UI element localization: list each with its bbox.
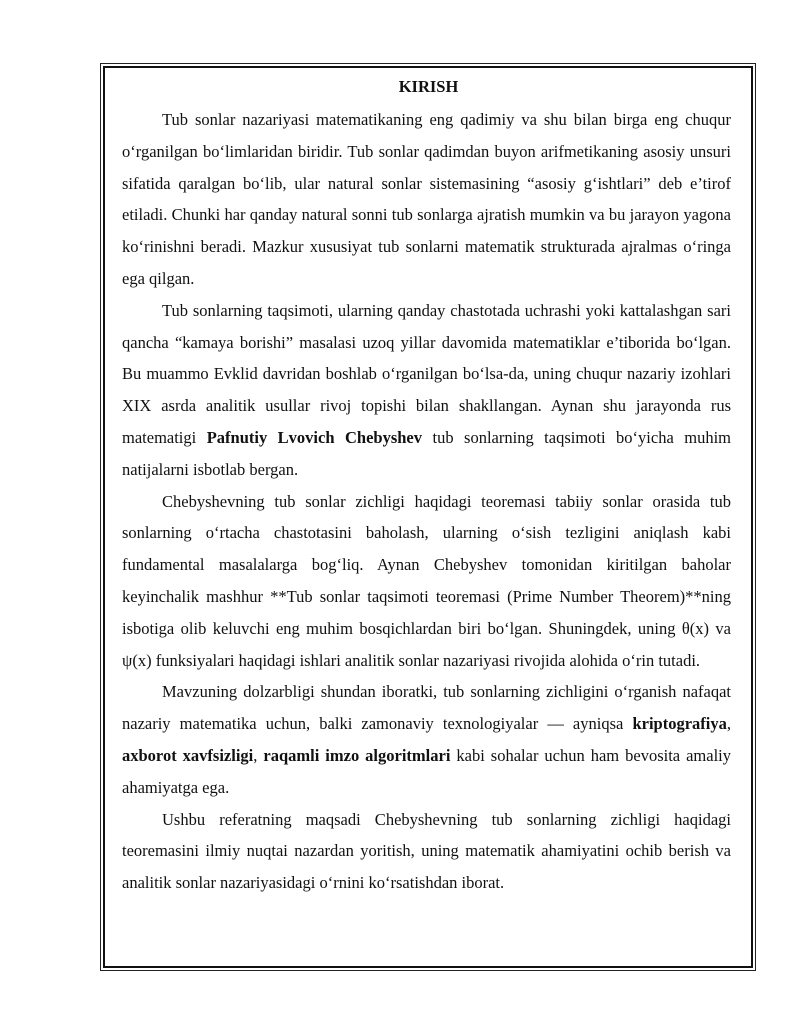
chebyshev-name-bold: Pafnutiy Lvovich Chebyshev: [206, 427, 423, 447]
paragraph-3: Chebyshevning tub sonlar zichligi haqidagi teoremasi tabiiy sonlar orasida tub sonlarning o‘rtacha chastotasini baholash, ularning o‘sish tezligini aniqlash kabi fundamental masalalarga bog‘liq. Aynan Chebyshev tomonidan kiritilgan baholar keyinchalik mashhur **Tub sonlar taqsimoti teoremasi (Prime Number Theorem)**ning isbotiga olib keluvchi eng muhim bosqichlardan biri bo‘lgan. Shuningdek, uning θ(x) va ψ(x) funksiyalari haqidagi ishlari analitik sonlar nazariyasi rivojida alohida o‘rin tutadi.: [122, 491, 731, 670]
keyword-information-security: axborot xavfsizligi: [122, 745, 254, 765]
paragraph-2-text-start: Tub sonlarning taqsimoti, ularning qanday chastotada uchrashi yoki kattalashgan sari qancha “kamaya borishi” masalasi uzoq yillar davomida matematiklar e’tiborida bo‘lgan. Bu muammo Evklid davridan boshlab o‘rganilgan bo‘lsa-da, uning chuqur nazariy izohlari XIX asrda analitik usullar rivoj topishi bilan shakllangan. Aynan shu jarayonda rus matematigi: [122, 300, 731, 447]
paragraph-2: [122, 295, 731, 486]
paragraph-4: [122, 676, 731, 803]
page-border: [100, 63, 756, 971]
paragraph-2-text-end: tub sonlarning taqsimoti bo‘yicha muhim natijalarni isbotlab bergan.: [122, 427, 732, 479]
paragraph-5: Ushbu referatning maqsadi Chebyshevning tub sonlarning zichligi haqidagi teoremasini ilmiy nuqtai nazardan yoritish, uning matematik ahamiyatini ochib berish va analitik sonlar nazariyasidagi o‘rnini ko‘rsatishdan iborat.: [122, 809, 731, 893]
document-body: [122, 75, 731, 899]
paragraph-4-text-end: kabi sohalar uchun ham bevosita amaliy ahamiyatga ega.: [122, 745, 731, 797]
separator-2: ,: [253, 745, 264, 765]
paragraph-4-text-start: Mavzuning dolzarbligi shundan iboratki, tub sonlarning zichligini o‘rganish nafaqat nazariy matematika uchun, balki zamonaviy texnologiyalar — ayniqsa: [122, 682, 731, 734]
keyword-cryptography: kriptografiya: [632, 714, 727, 734]
separator-1: ,: [726, 714, 731, 734]
page-border-inner: [103, 66, 753, 968]
paragraph-1: Tub sonlar nazariyasi matematikaning eng qadimiy va shu bilan birga eng chuqur o‘rganilgan bo‘limlaridan biridir. Tub sonlar qadimdan buyon arifmetikaning asosiy unsuri sifatida qaralgan bo‘lib, ular natural sonlar sistemasining “asosiy g‘ishtlari” deb e’tirof etiladi. Chunki har qanday natural sonni tub sonlarga ajratish mumkin va bu jarayon yagona ko‘rinishni beradi. Mazkur xususiyat tub sonlarni matematik strukturada ajralmas o‘ringa ega qilgan.: [122, 110, 731, 288]
section-heading: KIRISH: [398, 77, 459, 96]
keyword-digital-signature: raqamli imzo algoritmlari: [263, 745, 451, 765]
